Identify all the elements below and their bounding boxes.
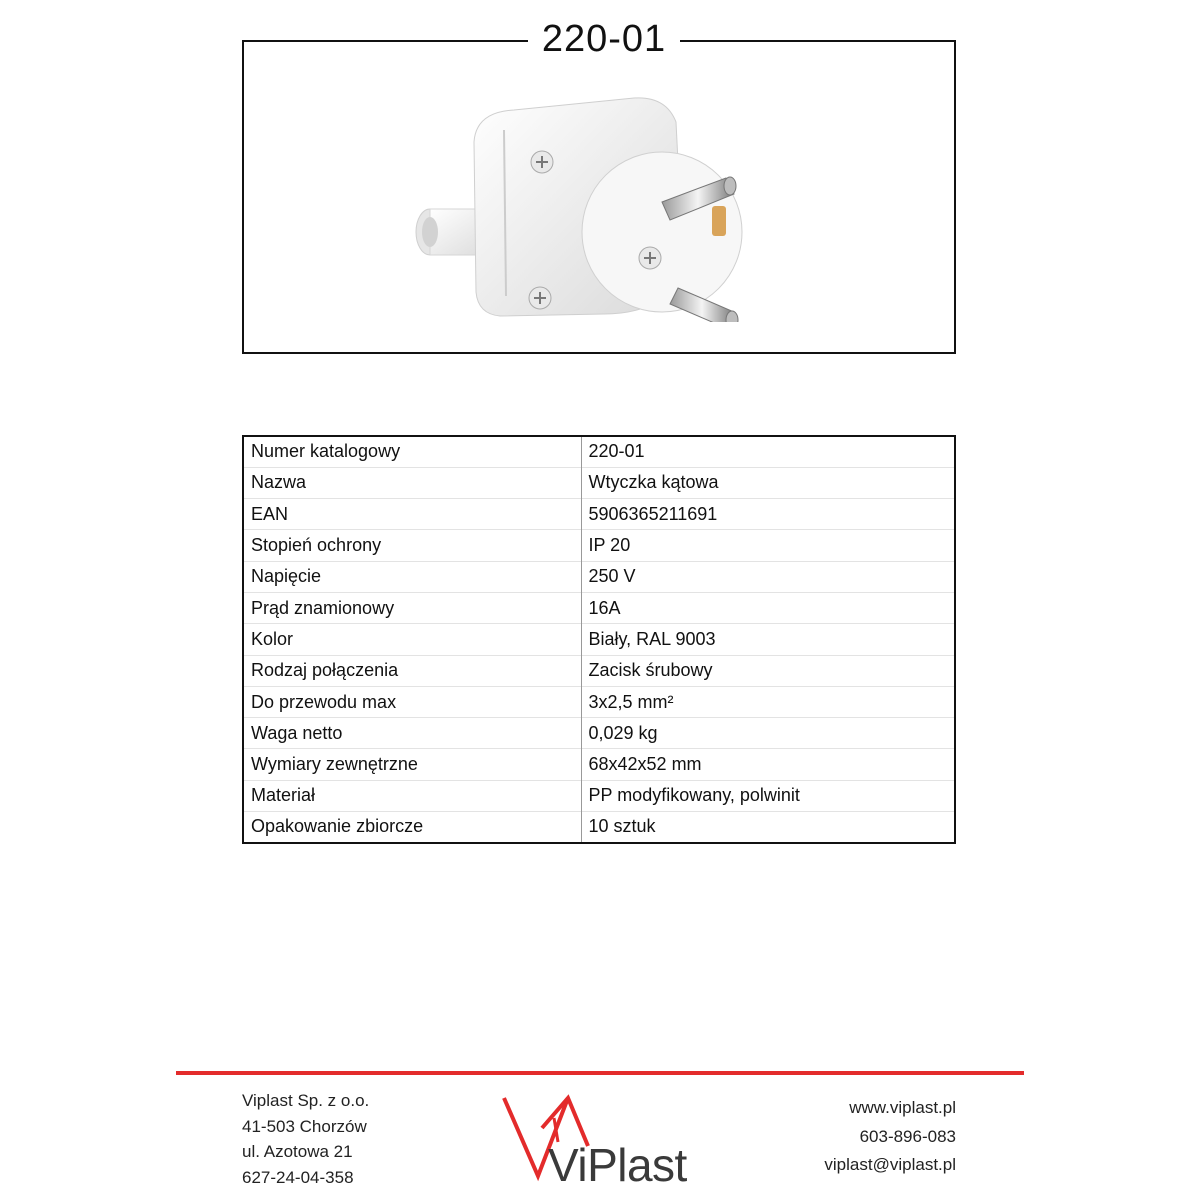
spec-value: PP modyfikowany, polwinit [581,780,955,811]
table-row [243,499,955,530]
spec-value: 5906365211691 [581,499,955,530]
street: ul. Azotowa 21 [242,1142,353,1161]
spec-table [242,435,956,844]
spec-label: Kolor [243,624,581,655]
table-row [243,467,955,498]
spec-value: 68x42x52 mm [581,749,955,780]
spec-label: Opakowanie zbiorcze [243,812,581,843]
page-title: 220-01 [528,14,680,64]
spec-value: 250 V [581,561,955,592]
table-row [243,436,955,467]
spec-label: Nazwa [243,467,581,498]
table-row [243,686,955,717]
spec-label: Do przewodu max [243,686,581,717]
footer-divider [176,1071,1024,1075]
spec-label: Rodzaj połączenia [243,655,581,686]
spec-label: Waga netto [243,718,581,749]
spec-value: 0,029 kg [581,718,955,749]
spec-value: IP 20 [581,530,955,561]
table-row [243,718,955,749]
table-row [243,624,955,655]
table-row [243,530,955,561]
logo-wordmark: ViPlast [548,1139,687,1191]
table-row [243,655,955,686]
table-row [243,592,955,623]
company-contact [824,1094,956,1180]
spec-label: EAN [243,499,581,530]
spec-label: Numer katalogowy [243,436,581,467]
spec-label: Napięcie [243,561,581,592]
spec-value: Zacisk śrubowy [581,655,955,686]
website-link[interactable]: www.viplast.pl [849,1098,956,1117]
spec-label: Materiał [243,780,581,811]
product-image-frame [242,40,956,354]
company-address [242,1088,369,1190]
postal-city: 41-503 Chorzów [242,1116,367,1136]
table-row [243,780,955,811]
spec-label: Wymiary zewnętrzne [243,749,581,780]
spec-value: 10 sztuk [581,812,955,843]
spec-value: 220-01 [588,441,645,462]
spec-value: 3x2,5 mm² [581,686,955,717]
spec-label: Stopień ochrony [243,530,581,561]
tax-number: 627-24-04-358 [242,1167,354,1187]
spec-label: Prąd znamionowy [243,592,581,623]
table-row [243,749,955,780]
angled-plug-image [404,82,794,322]
table-row [243,561,955,592]
company-name: Viplast Sp. z o.o. [242,1091,370,1110]
phone-number: 603-896-083 [859,1126,956,1146]
email-link[interactable]: viplast@viplast.pl [824,1155,956,1174]
spec-value: 16A [581,592,955,623]
spec-value: Biały, RAL 9003 [581,624,955,655]
table-row [243,812,955,843]
spec-value: Wtyczka kątowa [581,467,955,498]
